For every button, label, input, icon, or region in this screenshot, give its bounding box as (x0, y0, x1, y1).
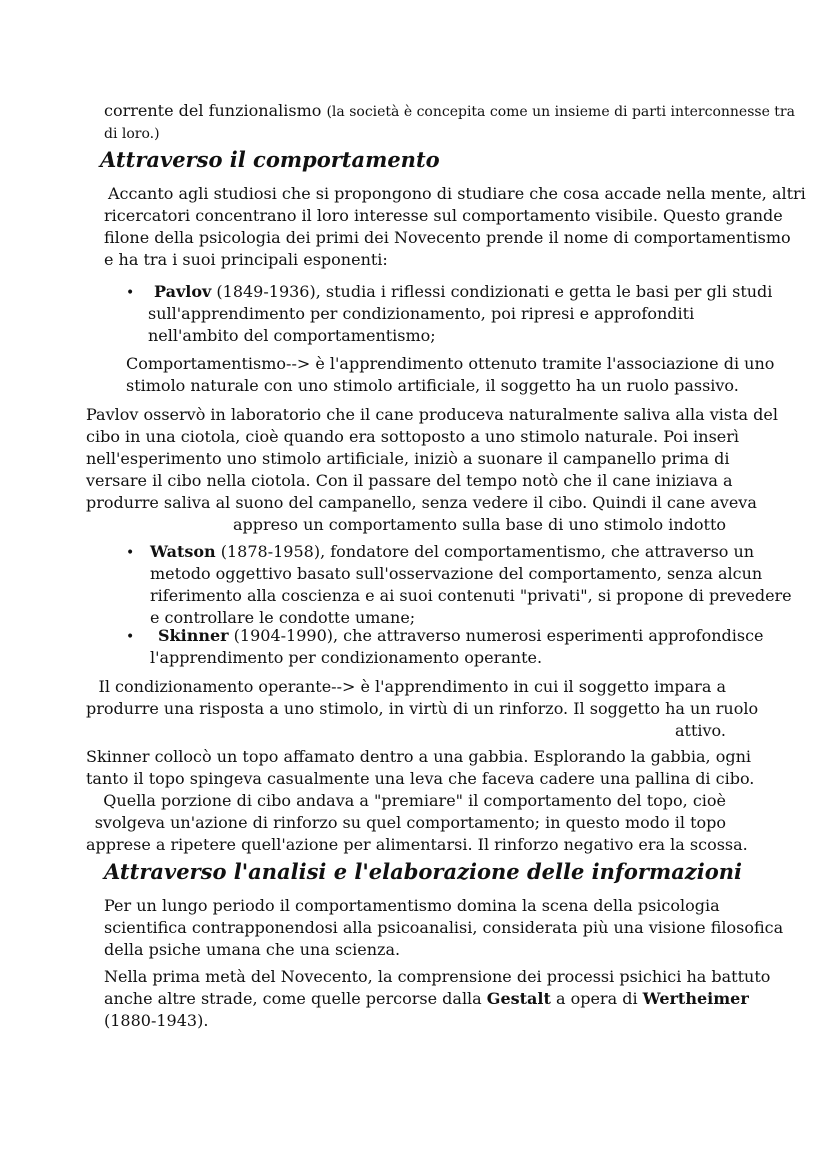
section2-paragraph-1: Per un lungo periodo il comportamentismo domina la scena della psicologia scientifica contrapponendosi alla psicoanalisi, considerata più una visione filosofica della psiche umana che una scienza. (104, 896, 784, 959)
bullet-icon: • (126, 545, 135, 561)
name-skinner: Skinner (158, 626, 229, 645)
definition-behaviorism: Comportamentismo--> è l'apprendimento ottenuto tramite l'associazione di uno stimolo naturale con uno stimolo artificiale, il soggetto ha un ruolo passivo. (126, 354, 775, 395)
bullet-icon: • (126, 285, 135, 301)
list-item-skinner: Skinner (1904-1990), che attraverso numerosi esperimenti approfondisce l'apprendimento per condizionamento operante. (150, 626, 764, 667)
term-gestalt: Gestalt (486, 989, 551, 1008)
intro-paragraph (104, 100, 795, 145)
section1-paragraph: Accanto agli studiosi che si propongono di studiare che cosa accade nella mente, altri ricercatori concentrano il loro interesse sul comportamento visibile. Questo grande filone della psicologia dei primi dei Novecento prende il nome di comportamentismo e ha tra i suoi principali esponenti: (104, 184, 806, 269)
section-heading-information: Attraverso l'analisi e l'elaborazione delle informazioni (104, 859, 742, 884)
pavlov-experiment: Pavlov osservò in laboratorio che il cane produceva naturalmente saliva alla vista del cibo in una ciotola, cioè quando era sottoposto a uno stimolo naturale. Poi inserì nell'esperimento uno stimolo artificiale, iniziò a suonare il campanello prima di versare il cibo nella ciotola. Con il passare del tempo notò che il cane iniziava a produrre saliva al suono del campanello, senza vedere il cibo. Quindi il cane aveva appreso un comportamento sulla base di uno stimolo indotto (86, 405, 778, 534)
bullet-icon: • (126, 629, 135, 645)
intro-text: corrente del funzionalismo (104, 101, 322, 120)
list-item-watson: Watson (1878-1958), fondatore del comportamentismo, che attraverso un metodo oggettivo basato sull'osservazione del comportamento, senza alcun riferimento alla coscienza e ai suoi contenuti "privati", si propone di prevedere e controllare le condotte umane; (150, 542, 792, 627)
intro-note-cont: di loro.) (104, 126, 160, 142)
definition-operant-conditioning: Il condizionamento operante--> è l'apprendimento in cui il soggetto impara a produrre una risposta a uno stimolo, in virtù di un rinforzo. Il soggetto ha un ruolo attivo. (86, 677, 759, 740)
name-pavlov: Pavlov (154, 282, 212, 301)
section2-paragraph-2: Nella prima metà del Novecento, la comprensione dei processi psichici ha battuto anche altre strade, come quelle percorse dalla Gestalt a opera di Wertheimer (1880-1943). (104, 967, 771, 1030)
list-item-pavlov: Pavlov (1849-1936), studia i riflessi condizionati e getta le basi per gli studi sull'apprendimento per condizionamento, poi ripresi e approfonditi nell'ambito del comportamentismo; (148, 282, 773, 345)
skinner-experiment: Skinner collocò un topo affamato dentro a una gabbia. Esplorando la gabbia, ogni tanto il topo spingeva casualmente una leva che faceva cadere una pallina di cibo. Quella porzione di cibo andava a "premiare" il comportamento del topo, cioè svolgeva un'azione di rinforzo su quel comportamento; in questo modo il topo apprese a ripetere quell'azione per alimentarsi. Il rinforzo negativo era la scossa. (86, 747, 755, 854)
name-wertheimer: Wertheimer (642, 989, 749, 1008)
name-watson: Watson (150, 542, 216, 561)
section-heading-behavior: Attraverso il comportamento (100, 147, 440, 172)
intro-note: (la società è concepita come un insieme di parti interconnesse tra (326, 104, 795, 120)
